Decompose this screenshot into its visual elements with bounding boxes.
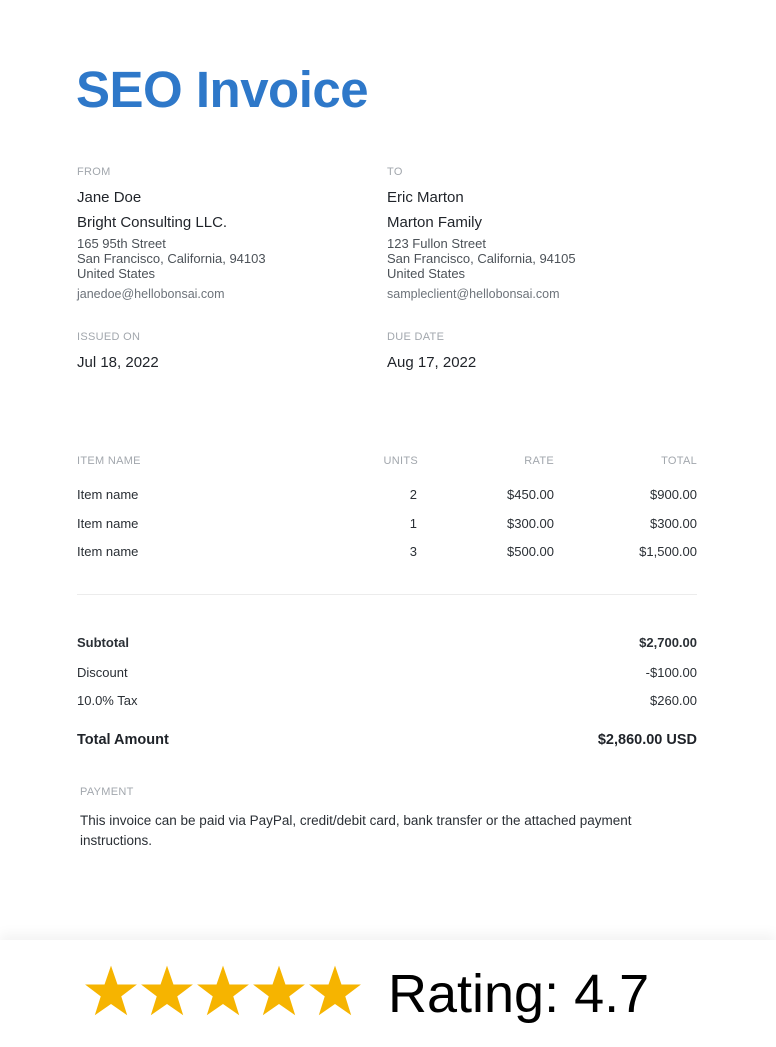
to-name: Eric Marton [387,189,464,206]
star-icon [140,963,194,1019]
row-total: $1,500.00 [639,544,697,559]
issued-date: Jul 18, 2022 [77,354,159,371]
row-item-name: Item name [77,516,139,531]
table-row [77,487,697,507]
tax-label: 10.0% Tax [77,693,138,708]
to-address-line3: United States [387,266,466,281]
from-section [77,166,377,178]
header-item-name: ITEM NAME [77,455,141,467]
total-amount-label: Total Amount [77,732,169,748]
table-divider [77,594,697,595]
star-icon [308,963,362,1019]
subtotal-value: $2,700.00 [639,635,697,650]
payment-label: PAYMENT [80,786,134,798]
star-icon [252,963,306,1019]
invoice-title: SEO Invoice [76,61,369,118]
table-row [77,544,697,564]
from-address-line2: San Francisco, California, 94103 [77,251,266,266]
from-label: FROM [77,166,111,178]
total-amount-row [77,732,697,754]
star-icon [196,963,250,1019]
from-email: janedoe@hellobonsai.com [77,287,225,301]
header-total: TOTAL [661,455,697,467]
due-label: DUE DATE [387,331,445,343]
star-icon [84,963,138,1019]
from-address-line3: United States [77,266,156,281]
from-address-line1: 165 95th Street [77,236,166,251]
discount-row [77,665,697,685]
row-units: 3 [409,544,417,559]
header-rate: RATE [524,455,554,467]
rating-text: Rating: 4.7 [388,964,650,1024]
tax-value: $260.00 [650,693,697,708]
tax-row [77,693,697,713]
table-row [77,516,697,536]
to-email: sampleclient@hellobonsai.com [387,287,560,301]
row-rate: $450.00 [507,487,554,502]
row-units: 2 [409,487,417,502]
due-date: Aug 17, 2022 [387,354,477,371]
row-item-name: Item name [77,487,139,502]
header-units: UNITS [383,455,418,467]
from-name: Jane Doe [77,189,142,206]
total-amount-value: $2,860.00 USD [597,732,697,748]
to-address-line1: 123 Fullon Street [387,236,487,251]
discount-label: Discount [77,665,128,680]
discount-value: -$100.00 [645,665,697,680]
to-company: Marton Family [387,214,483,231]
to-label: TO [387,166,403,178]
row-total: $300.00 [650,516,697,531]
to-address-line2: San Francisco, California, 94105 [387,251,576,266]
row-rate: $500.00 [507,544,554,559]
subtotal-row [77,635,697,655]
from-company: Bright Consulting LLC. [77,214,228,231]
row-total: $900.00 [650,487,697,502]
row-units: 1 [409,516,417,531]
payment-text: This invoice can be paid via PayPal, credit/debit card, bank transfer or the attached payment instructions. [80,813,632,848]
row-item-name: Item name [77,544,139,559]
subtotal-label: Subtotal [77,635,129,650]
row-rate: $300.00 [507,516,554,531]
rating-stars [84,963,362,1023]
issued-label: ISSUED ON [77,331,141,343]
